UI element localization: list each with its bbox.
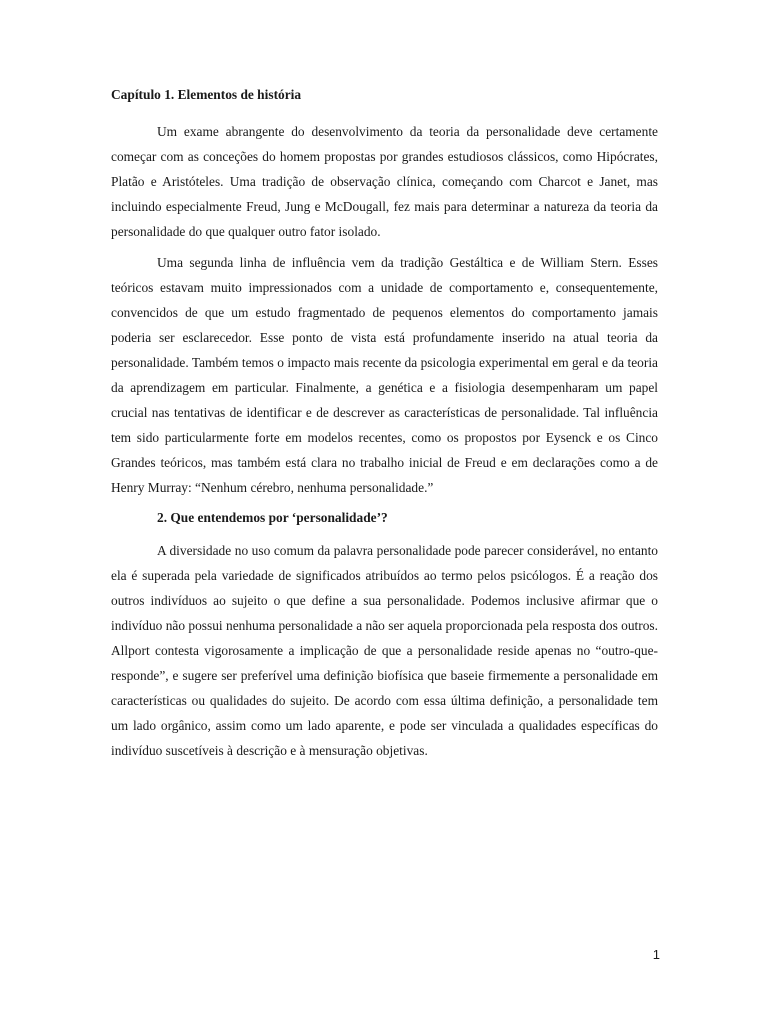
- chapter-heading: Capítulo 1. Elementos de história: [111, 87, 302, 102]
- spacer: [111, 106, 658, 119]
- page-number: 1: [652, 947, 660, 962]
- paragraph-1: Um exame abrangente do desenvolvimento da teoria da personalidade deve certamente começar com as conceções do homem propostas por grandes estudiosos clássicos, como Hipócrates, Platão e Aristóteles. Uma tradição de observação clínica, começando com Charcot e Janet, mas incluindo especialmente Freud, Jung e McDougall, fez mais para determinar a natureza da teoria da personalidade do que qualquer outro fator isolado.: [111, 124, 658, 239]
- paragraph-3: A diversidade no uso comum da palavra personalidade pode parecer considerável, no entanto ela é superada pela variedade de significados atribuídos ao termo pelos psicólogos. É a reação dos outros indivíduos ao sujeito o que define a sua personalidade. Podemos inclusive afirmar que o indivíduo não possui nenhuma personalidade a não ser aquela proporcionada pela resposta dos outros. Allport contesta vigorosamente a implicação de que a personalidade reside apenas no “outro-que-responde”, e sugere ser preferível uma definição biofísica que baseie firmemente a personalidade em características ou qualidades do sujeito. De acordo com essa última definição, a personalidade tem um lado orgânico, assim como um lado aparente, e pode ser vinculada a qualidades específicas do indivíduo suscetíveis à descrição e à mensuração objetivas.: [111, 543, 658, 758]
- spacer: [111, 500, 658, 507]
- section-heading: 2. Que entendemos por ‘personalidade’?: [157, 510, 388, 525]
- paragraph-2: Uma segunda linha de influência vem da tradição Gestáltica e de William Stern. Esses teóricos estavam muito impressionados com a unidade de comportamento e, consequentemente, convencidos de que um estudo fragmentado de pequenos elementos do comportamento jamais poderia ser esclarecedor. Esse ponto de vista está profundamente inserido na atual teoria da personalidade. Também temos o impacto mais recente da psicologia experimental em geral e da teoria da aprendizagem em particular. Finalmente, a genética e a fisiologia desempenharam um papel crucial nas tentativas de identificar e de descrever as características de personalidade. Tal influência tem sido particularmente forte em modelos recentes, como os propostos por Eysenck e os Cinco Grandes teóricos, mas também está clara no trabalho inicial de Freud e em declarações como a de Henry Murray: “Nenhum cérebro, nenhuma personalidade.”: [111, 255, 658, 495]
- page-body: [111, 84, 658, 763]
- spacer: [111, 529, 658, 538]
